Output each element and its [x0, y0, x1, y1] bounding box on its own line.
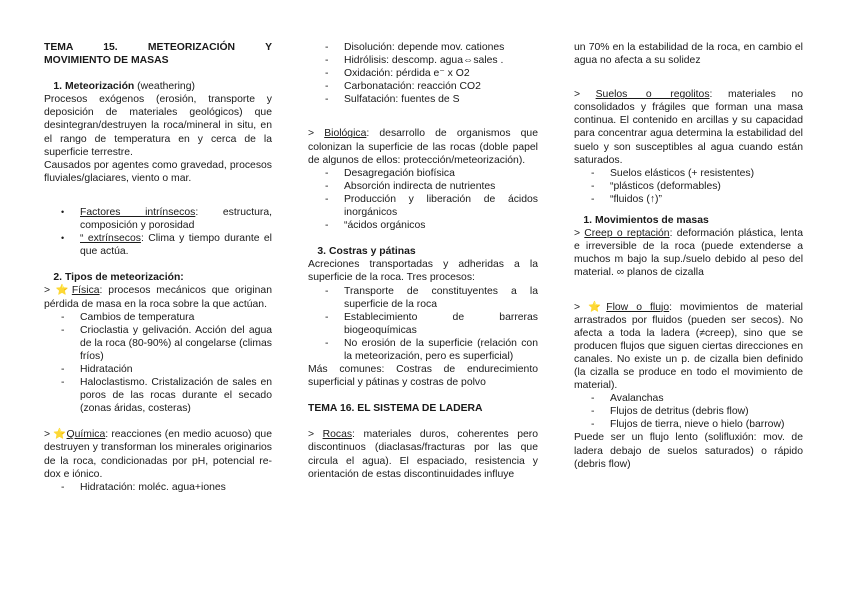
paragraph-text: : desarrollo de organismos que colonizan la superficie de las rocas (doble papel de algunos de ellos: protección/meteorización).: [308, 128, 538, 166]
paragraph-biologica: [308, 127, 538, 166]
list-item: - “fluidos (↑)”: [574, 193, 803, 206]
list-item: - Establecimiento de barreras biogeoquímicas: [308, 311, 538, 337]
paragraph-fisica: [44, 284, 272, 310]
list-item: - Hidratación: moléc. agua+iones: [44, 481, 272, 494]
heading-subtext: (weathering): [134, 81, 195, 93]
prefix: >: [308, 128, 325, 140]
paragraph-text: : materiales duros, coherentes pero discontinuos (diaclasas/fracturas por las que circula el agua). El espaciado, resistencia y orientación de estas discontinuidades influye: [308, 429, 538, 480]
list-item-text: : estructura, composición y porosidad: [80, 206, 272, 232]
list-item: - “ácidos orgánicos: [308, 219, 538, 232]
star-icon: ⭐: [55, 285, 72, 297]
costras-list: [308, 285, 538, 364]
prefix: >: [44, 429, 54, 441]
list-item-text: : Clima y tiempo durante el que actúa.: [80, 233, 272, 258]
list-item: - Transporte de constituyentes a la superficie de la roca: [308, 285, 538, 311]
paragraph-suelos: [574, 88, 803, 167]
paragraph-quimica: [44, 428, 272, 480]
column-3: [574, 41, 803, 471]
paragraph-creep: [574, 227, 803, 279]
tema15-title-line1: TEMA 15. METEORIZACIÓN Y: [44, 42, 272, 53]
list-item: - Avalanchas: [574, 392, 803, 405]
list-item: - Haloclastismo. Cristalización de sales en poros de las rocas durante el secado (zonas áridas, costeras): [44, 376, 272, 415]
star-icon: ⭐: [588, 301, 607, 313]
list-item: - Flujos de detritus (debris flow): [574, 405, 803, 418]
prefix: >: [308, 429, 323, 441]
biologica-list: [308, 167, 538, 232]
list-item: - Desagregación biofísica: [308, 167, 538, 180]
column-1: [44, 41, 272, 494]
list-item: - Sulfatación: fuentes de S: [308, 93, 538, 106]
term-biologica: Biológica: [324, 128, 367, 140]
list-item: - Oxidación: pérdida e⁻ x O2: [308, 67, 538, 80]
paragraph-procesos: Procesos exógenos (erosión, transporte y deposición de materiales geológicos) que desintegran/destruyen la roca/mineral in situ, en el rango de temperatura en y cerca de la superficie terrestre.: [44, 94, 272, 158]
term-extrinsecos: “ extrínsecos: [80, 233, 141, 245]
list-item: - Crioclastia y gelivación. Acción del agua de la roca (80-90%) al congelarse (climas fríos): [44, 324, 272, 363]
paragraph-flow: [574, 301, 803, 393]
list-item: - Producción y liberación de ácidos inorgánicos: [308, 193, 538, 219]
heading-text: Tipos de meteorización:: [65, 272, 184, 284]
paragraph-rocas-continued: un 70% en la estabilidad de la roca, en cambio el agua no afecta a su solidez: [574, 42, 803, 67]
list-item: - Hidratación: [44, 363, 272, 376]
prefix: >: [44, 285, 56, 297]
fisica-list: [44, 311, 272, 416]
prefix: >: [574, 301, 589, 313]
star-icon: ⭐: [53, 429, 67, 441]
paragraph-text: : deformación plástica, lenta e irreversible de la roca (puede extenderse a muchos m bajo la sup./suelo debido al peso del material. ∞ planos de cizalla: [574, 228, 803, 279]
paragraph-flujo-lento: Puede ser un flujo lento (solifluxión: mov. de ladera debajo de suelos saturados) o rápido (debris flow): [574, 432, 803, 470]
term-suelos: Suelos o regolitos: [595, 89, 710, 101]
paragraph-text: : materiales no consolidados y frágiles que forman una masa continua. El contenido en arcillas y su capacidad para concentrar agua determina la estabilidad del suelo y son susceptibles al agua cuando están saturados.: [574, 89, 803, 166]
paragraph-text: : procesos mecánicos que originan pérdida de masa en la roca sobre la que actúan.: [44, 285, 272, 310]
paragraph-mas-comunes: Más comunes: Costras de endurecimiento superficial y pátinas y costras de polvo: [308, 364, 538, 389]
list-item: - Absorción indirecta de nutrientes: [308, 180, 538, 193]
suelos-list: [574, 167, 803, 206]
list-item: - Carbonatación: reacción CO2: [308, 80, 538, 93]
paragraph-costras: Acreciones transportadas y adheridas a la superficie de la roca. Tres procesos:: [308, 259, 538, 284]
list-item: - Hidrólisis: descomp. agua⇔sales .: [308, 54, 538, 67]
term-quimica: Química: [66, 429, 106, 441]
heading-costras: [308, 245, 538, 258]
list-item: - No erosión de la superficie (relación con la meteorización, pero es superficial): [308, 337, 538, 363]
list-item: - “plásticos (deformables): [574, 180, 803, 193]
heading-number: 1.: [53, 81, 62, 93]
list-item: - Cambios de temperatura: [44, 311, 272, 324]
list-item: - Disolución: depende mov. cationes: [308, 41, 538, 54]
paragraph-rocas: [308, 428, 538, 480]
term-creep: Creep o reptación: [584, 228, 670, 240]
heading-text: Movimientos de masas: [595, 215, 709, 227]
term-factores-intrinsecos: Factores intrínsecos: [80, 206, 196, 218]
heading-tipos: [44, 271, 272, 284]
flow-list: [574, 392, 803, 431]
heading-number: 1.: [583, 215, 592, 227]
prefix: >: [574, 228, 585, 240]
prefix: >: [574, 89, 596, 101]
paragraph-causados: Causados por agentes como gravedad, procesos fluviales/glaciares, viento o mar.: [44, 159, 272, 184]
factores-list: [44, 206, 272, 258]
list-item: - Suelos elásticos (+ resistentes): [574, 167, 803, 180]
heading-movimientos: [574, 214, 803, 227]
term-rocas: Rocas: [322, 429, 353, 441]
paragraph-text: : reacciones (en medio acuoso) que destruyen y transforman los minerales originarios de la roca, condicionadas por pH, potencial re-dox e iónico.: [44, 429, 272, 480]
column-2: [308, 41, 538, 481]
list-item: [44, 206, 272, 232]
heading-number: 2.: [53, 272, 62, 284]
heading-number: 3.: [317, 246, 326, 258]
list-item: [44, 232, 272, 258]
quimica-list-continued: [308, 41, 538, 106]
tema15-title-line2: MOVIMIENTO DE MASAS: [44, 55, 169, 67]
quimica-list: [44, 481, 272, 494]
list-item: - Flujos de tierra, nieve o hielo (barrow): [574, 418, 803, 431]
heading-text: Costras y pátinas: [329, 246, 416, 258]
paragraph-text: : movimientos de material arrastrados por fluidos (pueden ser secos). No afecta a toda la ladera (≠creep), sino que se producen flujos que siguen ciertas direcciones en canales. No existe un p. de cizalla bien definido (la cizalla se produce en todo el movimiento de material).: [574, 301, 803, 392]
heading-meteorizacion: [44, 80, 272, 93]
term-fisica: Física: [71, 285, 100, 297]
heading-text: Meteorización: [65, 81, 135, 93]
tema16-title: TEMA 16. EL SISTEMA DE LADERA: [308, 403, 483, 415]
term-flow: Flow o flujo: [606, 301, 670, 313]
